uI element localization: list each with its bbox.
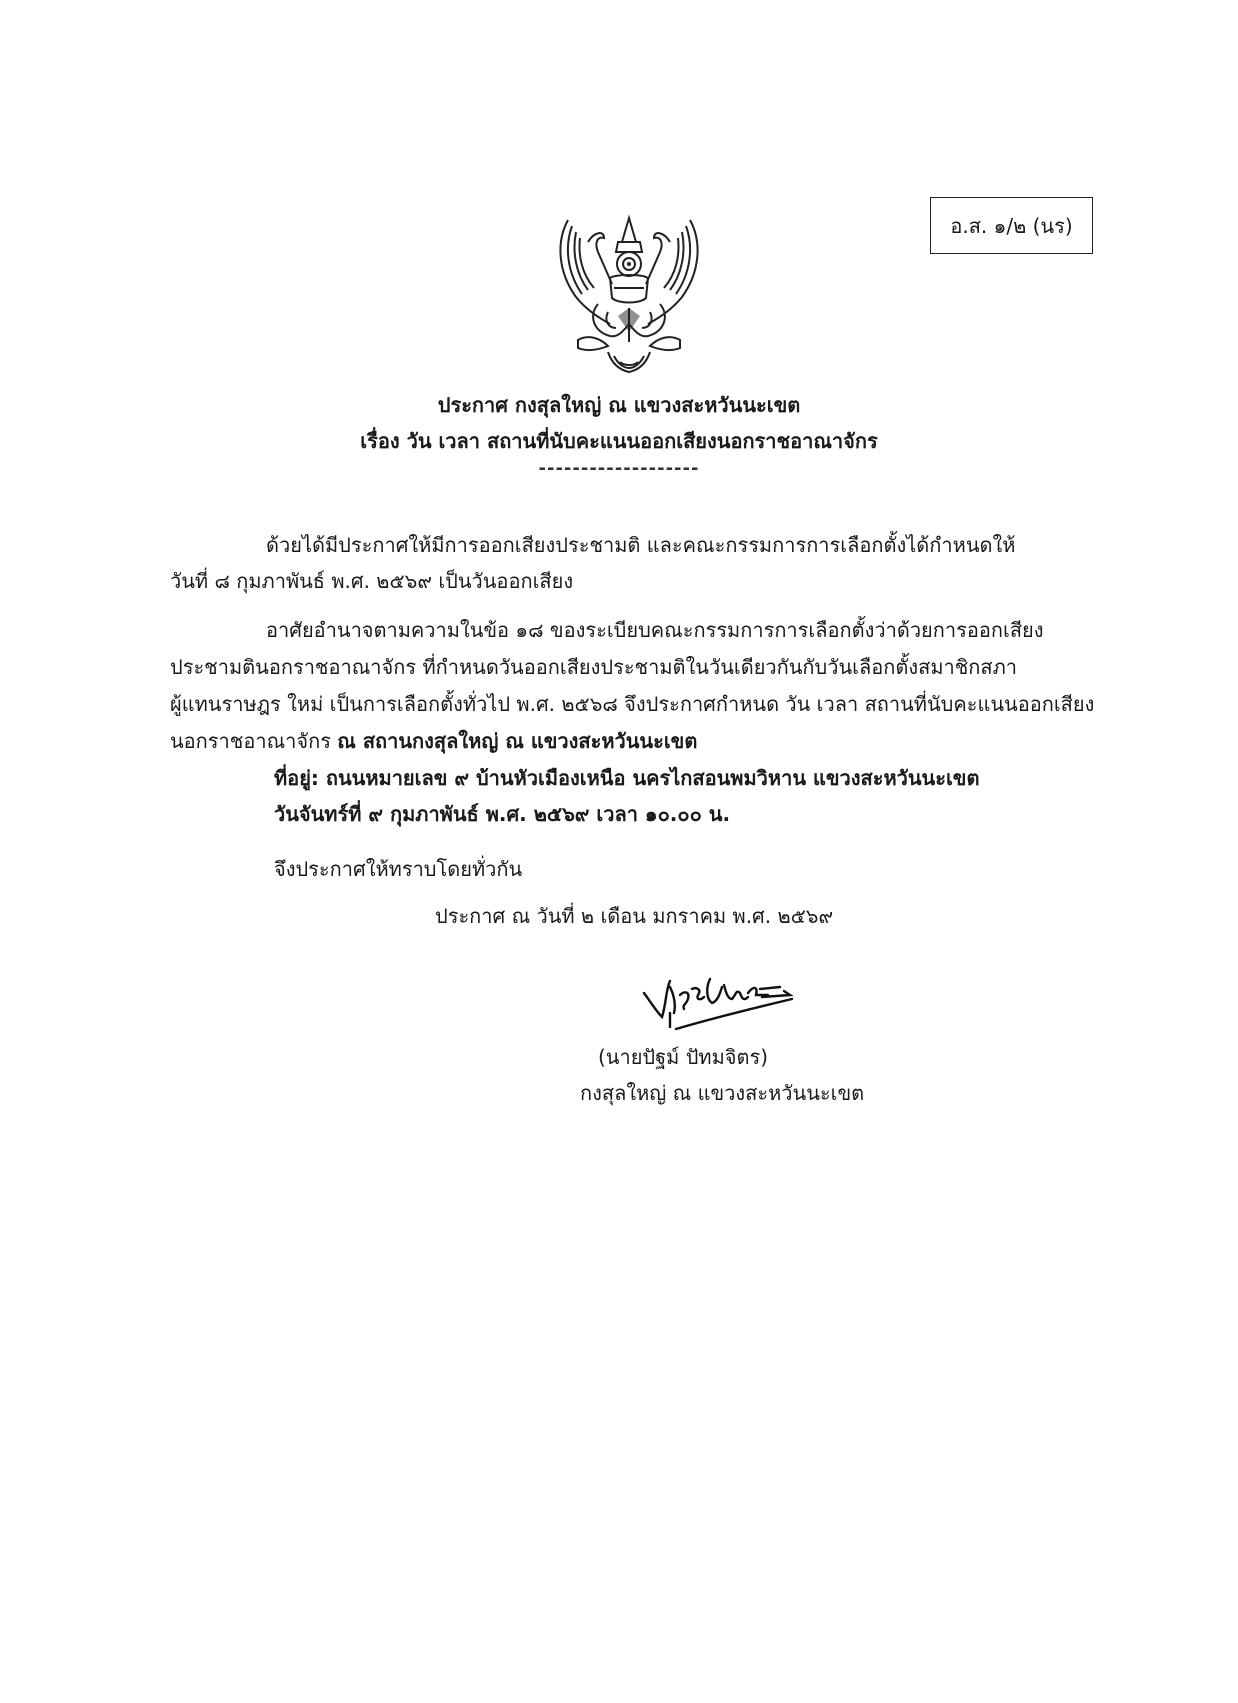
- signer-position: กงสุลใหญ่ ณ แขวงสะหวันนะเขต: [580, 1081, 865, 1105]
- paragraph2-line4: [170, 723, 697, 759]
- page-title: ประกาศ กงสุลใหญ่ ณ แขวงสะหวันนะเขต: [437, 393, 801, 417]
- paragraph1-line2: วันที่ ๘ กุมภาพันธ์ พ.ศ. ๒๕๖๙ เป็นวันออกเสียง: [170, 569, 574, 593]
- paragraph2-line3: ผู้แทนราษฎร ใหม่ เป็นการเลือกตั้งทั่วไป พ.ศ. ๒๕๖๘ จึงประกาศกำหนด วัน เวลา สถานที่นับคะแนนออกเสียง: [170, 692, 1095, 716]
- paragraph2-line1: อาศัยอำนาจตามความในข้อ ๑๘ ของระเบียบคณะกรรมการการเลือกตั้งว่าด้วยการออกเสียง: [266, 618, 1044, 642]
- venue-address: ที่อยู่: ถนนหมายเลข ๙ บ้านหัวเมืองเหนือ นครไกสอนพมวิหาน แขวงสะหวันนะเขต: [274, 766, 980, 790]
- closing-statement: จึงประกาศให้ทราบโดยทั่วกัน: [274, 857, 523, 881]
- announce-date: ประกาศ ณ วันที่ ๒ เดือน มกราคม พ.ศ. ๒๕๖๙: [435, 904, 834, 928]
- count-datetime: วันจันทร์ที่ ๙ กุมภาพันธ์ พ.ศ. ๒๕๖๙ เวลา ๑๐.๐๐ น.: [274, 802, 731, 826]
- form-code: อ.ส. ๑/๒ (นร): [950, 213, 1073, 238]
- title-separator: -------------------: [538, 458, 700, 479]
- paragraph2-line2: ประชามตินอกราชอาณาจักร ที่กำหนดวันออกเสียงประชามติในวันเดียวกันกับวันเลือกตั้งสมาชิกสภา: [170, 655, 1018, 679]
- garuda-emblem-icon: [548, 212, 710, 378]
- paragraph2-line4-text: นอกราชอาณาจักร: [170, 729, 338, 753]
- venue-name: ณ สถานกงสุลใหญ่ ณ แขวงสะหวันนะเขต: [337, 729, 698, 753]
- paragraph1-line1: ด้วยได้มีประกาศให้มีการออกเสียงประชามติ และคณะกรรมการการเลือกตั้งได้กำหนดให้: [266, 533, 1016, 557]
- signer-name: (นายปัฐม์ ปัทมจิตร): [598, 1045, 769, 1069]
- signature-icon: [640, 965, 800, 1035]
- subject-title: เรื่อง วัน เวลา สถานที่นับคะแนนออกเสียงนอกราชอาณาจักร: [360, 429, 878, 453]
- form-code-box: [930, 197, 1093, 254]
